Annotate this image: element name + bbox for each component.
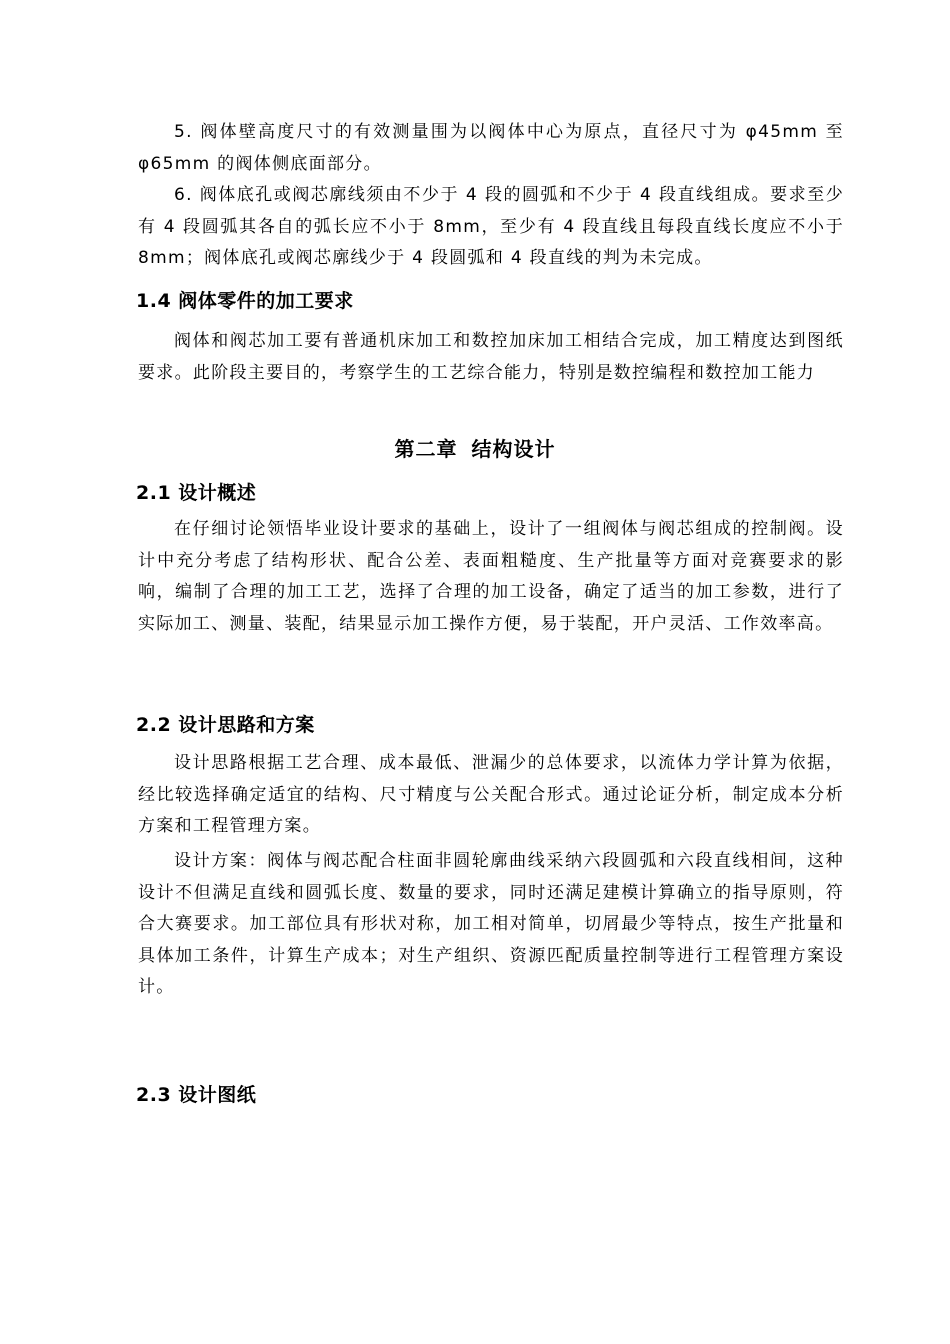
chapter-title: [0, 433, 950, 462]
paragraph-item-6: 6. 阀体底孔或阀芯廓线须由不少于 4 段的圆弧和不少于 4 段直线组成。要求至少有 4 段圆弧其各自的弧长应不小于 8mm，至少有 4 段直线且每段直线长度应不小于 8mm；阀体底孔或阀芯廓线少于 4 段圆弧和 4 段直线的判为未完成。: [138, 185, 844, 268]
section-heading-1-4: 1.4 阀体零件的加工要求: [136, 290, 354, 312]
section-heading-2-3: 2.3 设计图纸: [136, 1084, 257, 1106]
chapter-name: 结构设计: [471, 437, 556, 461]
paragraph-item-5: 5. 阀体壁高度尺寸的有效测量围为以阀体中心为原点，直径尺寸为 φ45mm 至φ65mm 的阀体侧底面部分。: [138, 122, 844, 174]
chapter-number: 第二章: [394, 437, 458, 461]
section-2-2-paragraph-2: 设计方案：阀体与阀芯配合柱面非圆轮廓曲线采纳六段圆弧和六段直线相间，这种设计不但满足直线和圆弧长度、数量的要求，同时还满足建模计算确立的指导原则，符合大赛要求。加工部位具有形状对称，加工相对简单，切屑最少等特点，按生产批量和具体加工条件，计算生产成本；对生产组织、资源匹配质量控制等进行工程管理方案设计。: [138, 851, 844, 997]
section-2-2-paragraph-1: 设计思路根据工艺合理、成本最低、泄漏少的总体要求，以流体力学计算为依据，经比较选择确定适宜的结构、尺寸精度与公关配合形式。通过论证分析，制定成本分析方案和工程管理方案。: [138, 753, 844, 836]
section-heading-2-2: 2.2 设计思路和方案: [136, 714, 315, 736]
section-2-1-paragraph: 在仔细讨论领悟毕业设计要求的基础上，设计了一组阀体与阀芯组成的控制阀。设计中充分考虑了结构形状、配合公差、表面粗糙度、生产批量等方面对竞赛要求的影响，编制了合理的加工工艺，选择了合理的加工设备，确定了适当的加工参数，进行了实际加工、测量、装配，结果显示加工操作方便，易于装配，开户灵活、工作效率高。: [138, 519, 844, 634]
section-1-4-paragraph: 阀体和阀芯加工要有普通机床加工和数控加床加工相结合完成，加工精度达到图纸要求。此阶段主要目的，考察学生的工艺综合能力，特别是数控编程和数控加工能力: [138, 331, 844, 383]
section-heading-2-1: 2.1 设计概述: [136, 482, 257, 504]
